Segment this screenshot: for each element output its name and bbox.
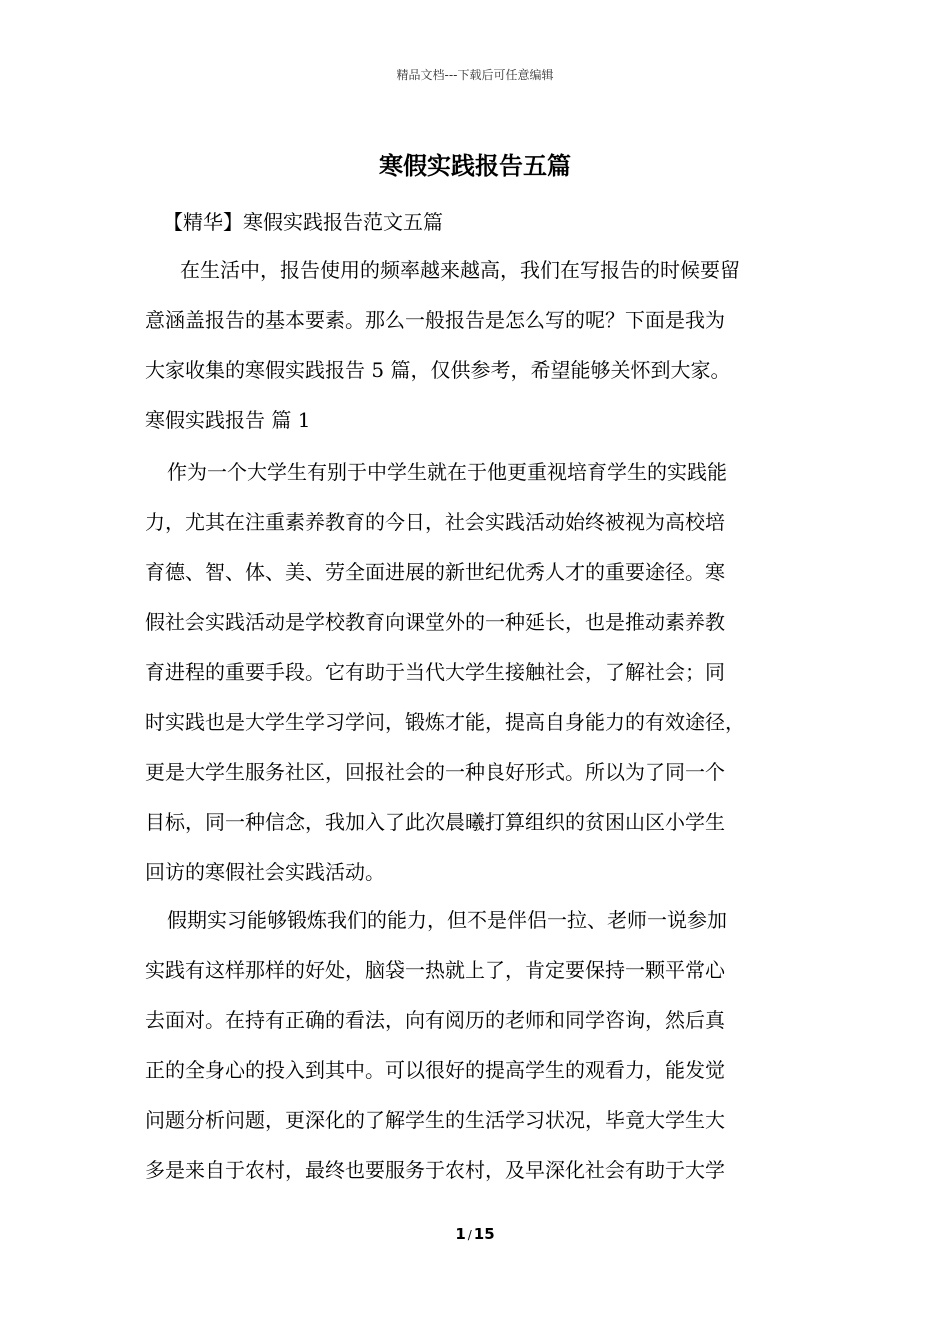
section-heading: 寒假实践报告 篇 1 <box>145 408 311 432</box>
header-note: 精品文档---下载后可任意编辑 <box>396 68 554 82</box>
document-subtitle: 【精华】寒假实践报告范文五篇 <box>163 210 443 234</box>
paragraph-line: 作为一个大学生有别于中学生就在于他更重视培育学生的实践能 <box>167 460 727 484</box>
intro-line: 意涵盖报告的基本要素。那么一般报告是怎么写的呢？下面是我为 <box>145 308 725 332</box>
paragraph-line: 时实践也是大学生学习学问，锻炼才能，提高自身能力的有效途径， <box>145 710 745 734</box>
current-page-number: 1 <box>455 1225 466 1243</box>
page-separator: / <box>467 1228 472 1242</box>
paragraph-line: 多是来自于农村，最终也要服务于农村，及早深化社会有助于大学 <box>145 1158 725 1182</box>
paragraph-line: 回访的寒假社会实践活动。 <box>145 860 385 884</box>
paragraph-line: 力，尤其在注重素养教育的今日，社会实践活动始终被视为高校培 <box>145 510 725 534</box>
paragraph-line: 正的全身心的投入到其中。可以很好的提高学生的观看力，能发觉 <box>145 1058 725 1082</box>
document-title: 寒假实践报告五篇 <box>379 151 571 180</box>
paragraph-line: 假期实习能够锻炼我们的能力，但不是伴侣一拉、老师一说参加 <box>167 908 727 932</box>
intro-line: 在生活中，报告使用的频率越来越高，我们在写报告的时候要留 <box>180 258 740 282</box>
intro-line: 大家收集的寒假实践报告 5 篇，仅供参考，希望能够关怀到大家。 <box>145 358 731 382</box>
paragraph-line: 假社会实践活动是学校教育向课堂外的一种延长，也是推动素养教 <box>145 610 725 634</box>
paragraph-line: 目标，同一种信念，我加入了此次晨曦打算组织的贫困山区小学生 <box>145 810 725 834</box>
body-paragraph-1 <box>145 447 825 897</box>
page-footer <box>0 1225 950 1243</box>
paragraph-line: 实践有这样那样的好处，脑袋一热就上了，肯定要保持一颗平常心 <box>145 958 725 982</box>
paragraph-line: 育进程的重要手段。它有助于当代大学生接触社会，了解社会；同 <box>145 660 725 684</box>
paragraph-line: 问题分析问题，更深化的了解学生的生活学习状况，毕竟大学生大 <box>145 1108 725 1132</box>
total-page-count: 15 <box>473 1225 495 1243</box>
body-paragraph-2 <box>145 895 825 1195</box>
paragraph-line: 去面对。在持有正确的看法，向有阅历的老师和同学咨询，然后真 <box>145 1008 725 1032</box>
intro-paragraph <box>145 245 825 445</box>
paragraph-line: 育德、智、体、美、劳全面进展的新世纪优秀人才的重要途径。寒 <box>145 560 725 584</box>
paragraph-line: 更是大学生服务社区，回报社会的一种良好形式。所以为了同一个 <box>145 760 725 784</box>
